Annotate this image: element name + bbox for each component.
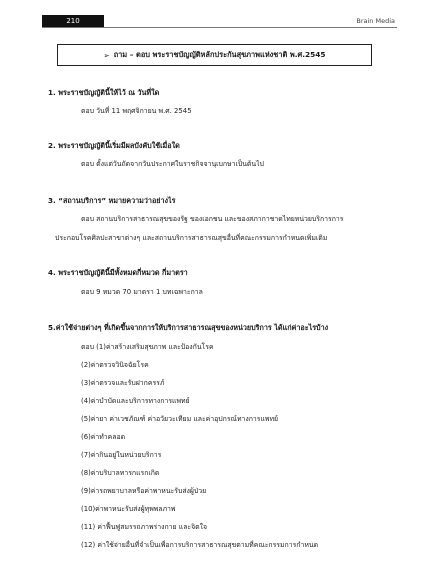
list-item: (6)ค่าทำคลอด (81, 433, 126, 441)
list-item: (2)ค่าตรวจวินิจฉัยโรค (81, 361, 149, 369)
list-item: (12) ค่าใช้จ่ายอื่นที่จำเป็นเพื่อการบริการสาธารณสุขตามที่คณะกรรมการกำหนด (81, 541, 319, 549)
question-1: 1. พระราชบัญญัตินี้ให้ไว้ ณ วันที่ใด (48, 88, 160, 97)
list-item: (10)ค่าพาหนะรับส่งผู้ทุพพลภาพ (81, 505, 176, 513)
list-item: (7)ค่ากินอยู่ในหน่วยบริการ (81, 451, 162, 459)
list-item: ตอบ (1)ค่าสร้างเสริมสุขภาพ และป้องกันโรค (81, 343, 214, 351)
answer-4: ตอบ 9 หมวด 70 มาตรา 1 บทเฉพาะกาล (81, 288, 203, 296)
list-item: (9)ค่ารถพยาบาลหรือค่าพาหนะรับส่งผู้ป่วย (81, 487, 207, 495)
page-title: ถาม – ตอบ พระราชบัญญัติหลักประกันสุขภาพแห่งชาติ พ.ศ.2545 (113, 50, 326, 59)
question-3: 3. “สถานบริการ” หมายความว่าอย่างไร (48, 196, 176, 205)
answer-3-line-2: ประกอบโรคศิลปะสาขาต่างๆ และสถานบริการสาธารณสุขอื่นที่คณะกรรมการกำหนดเพิ่มเติม (55, 234, 328, 242)
list-item: (8)ค่าบริบาลทารกแรกเกิด (81, 469, 160, 477)
answer-1: ตอบ วันที่ 11 พฤศจิกายน พ.ศ. 2545 (81, 107, 192, 115)
title-box (57, 44, 372, 66)
list-item: (5)ค่ายา ค่าเวชภัณฑ์ ค่าอวัยวะเทียม และค่าอุปกรณ์ทางการแพทย์ (81, 415, 279, 423)
list-item: (4)ค่าบำบัดและบริการทางการแพทย์ (81, 397, 190, 405)
header-divider (42, 27, 397, 28)
question-5: 5.ค่าใช้จ่ายต่างๆ ที่เกิดขึ้นจากการให้บริการสาธารณสุขของหน่วยบริการ ได้แก่ค่าอะไรบ้าง (48, 323, 329, 332)
list-item: (3)ค่าตรวจและรับฝากครรภ์ (81, 379, 165, 387)
list-item: (11) ค่าฟื้นฟูสมรรถภาพร่างกาย และจิตใจ (81, 523, 208, 531)
arrow-bullet-icon: ➢ (103, 50, 110, 60)
answer-2: ตอบ ตั้งแต่วันถัดจากวันประกาศในราชกิจจานุเบกษาเป็นต้นไป (81, 160, 264, 168)
answer-3-line-1: ตอบ สถานบริการสาธารณสุขของรัฐ ของเอกชน และของสภากาชาดไทยหน่วยบริการการ (81, 215, 344, 223)
question-4: 4. พระราชบัญญัตินี้มีทั้งหมดกี่หมวด กี่มาตรา (48, 268, 188, 277)
question-2: 2. พระราชบัญญัตินี้เริ่มมีผลบังคับใช้เมื่อใด (48, 141, 180, 150)
brand-name: Brain Media (356, 17, 395, 25)
page-number: 210 (42, 15, 104, 27)
